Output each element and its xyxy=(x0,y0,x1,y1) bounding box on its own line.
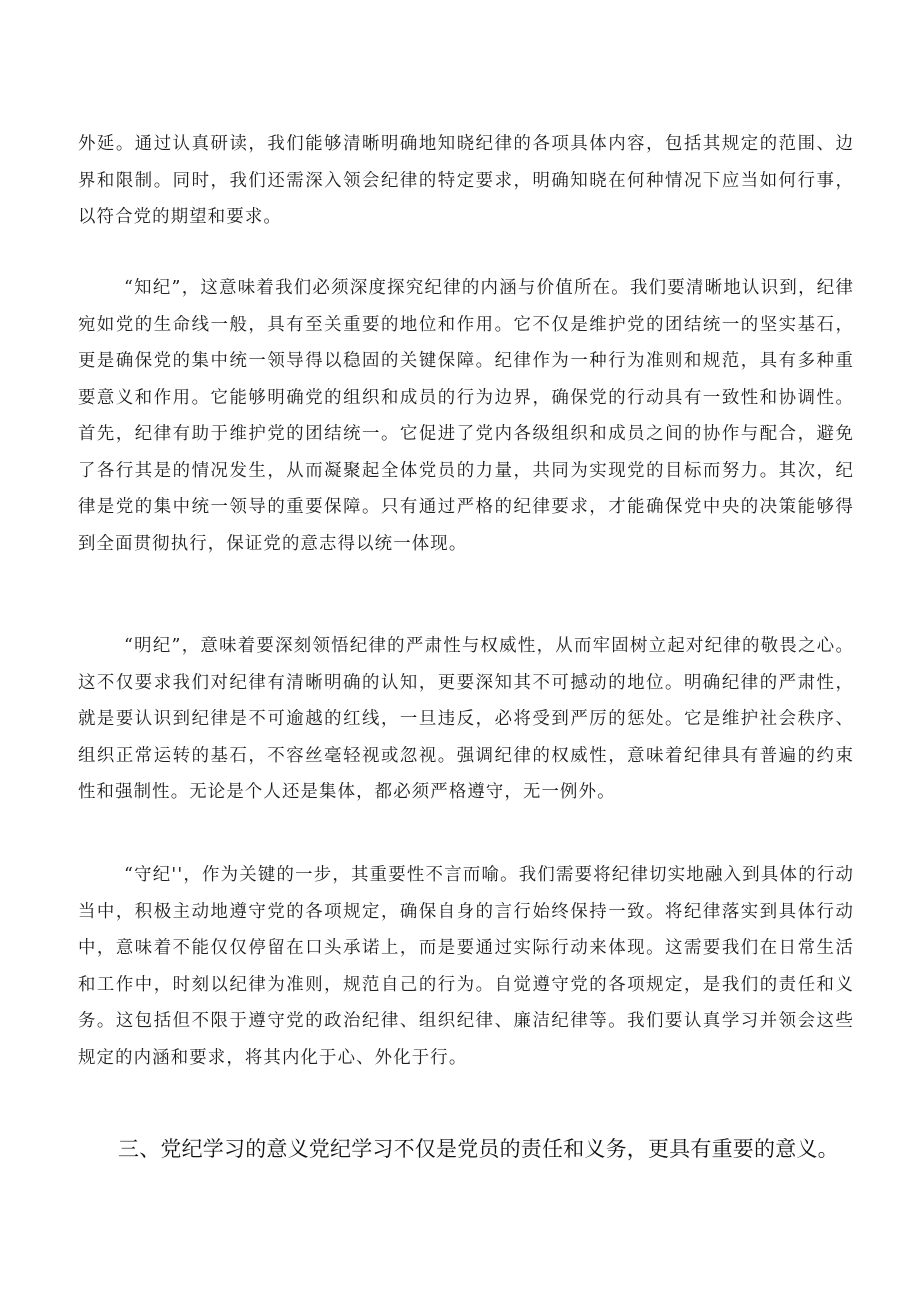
paragraph-mingji: “明纪”，意味着要深刻领悟纪律的严肃性与权威性，从而牢固树立起对纪律的敬畏之心。这不仅要求我们对纪律有清晰明确的认知，更要深知其不可撼动的地位。明确纪律的严肃性，就是要认识到纪律是不可逾越的红线，一旦违反，必将受到严厉的惩处。它是维护社会秩序、组织正常运转的基石，不容丝毫轻视或忽视。强调纪律的权威性，意味着纪律具有普遍的约束性和强制性。无论是个人还是集体，都必须严格遵守，无一例外。 xyxy=(78,636,854,802)
paragraph-zhiji: “知纪”，这意味着我们必须深度探究纪律的内涵与价值所在。我们要清晰地认识到，纪律宛如党的生命线一般，具有至关重要的地位和作用。它不仅是维护党的团结统一的坚实基石，更是确保党的集中统一领导得以稳固的关键保障。纪律作为一种行为准则和规范，具有多种重要意义和作用。它能够明确党的组织和成员的行为边界，确保党的行动具有一致性和协调性。首先，纪律有助于维护党的团结统一。它促进了党内各级组织和成员之间的协作与配合，避免了各行其是的情况发生，从而凝聚起全体党员的力量，共同为实现党的目标而努力。其次，纪律是党的集中统一领导的重要保障。只有通过严格的纪律要求，才能确保党中央的决策能够得到全面贯彻执行，保证党的意志得以统一体现。 xyxy=(78,278,854,554)
section-heading: 三、党纪学习的意义党纪学习不仅是党员的责任和义务，更具有重要的意义。 xyxy=(118,1137,839,1161)
paragraph-extension: 外延。通过认真研读，我们能够清晰明确地知晓纪律的各项具体内容，包括其规定的范围、边界和限制。同时，我们还需深入领会纪律的特定要求，明确知晓在何种情况下应当如何行事，以符合党的期望和要求。 xyxy=(78,134,854,227)
paragraph-shouji: “守纪''，作为关键的一步，其重要性不言而喻。我们需要将纪律切实地融入到具体的行动当中，积极主动地遵守党的各项规定，确保自身的言行始终保持一致。将纪律落实到具体行动中，意味着不能仅仅停留在口头承诺上，而是要通过实际行动来体现。这需要我们在日常生活和工作中，时刻以纪律为准则，规范自己的行为。自觉遵守党的各项规定，是我们的责任和义务。这包括但不限于遵守党的政治纪律、组织纪律、廉洁纪律等。我们要认真学习并领会这些规定的内涵和要求，将其内化于心、外化于行。 xyxy=(78,865,854,1068)
